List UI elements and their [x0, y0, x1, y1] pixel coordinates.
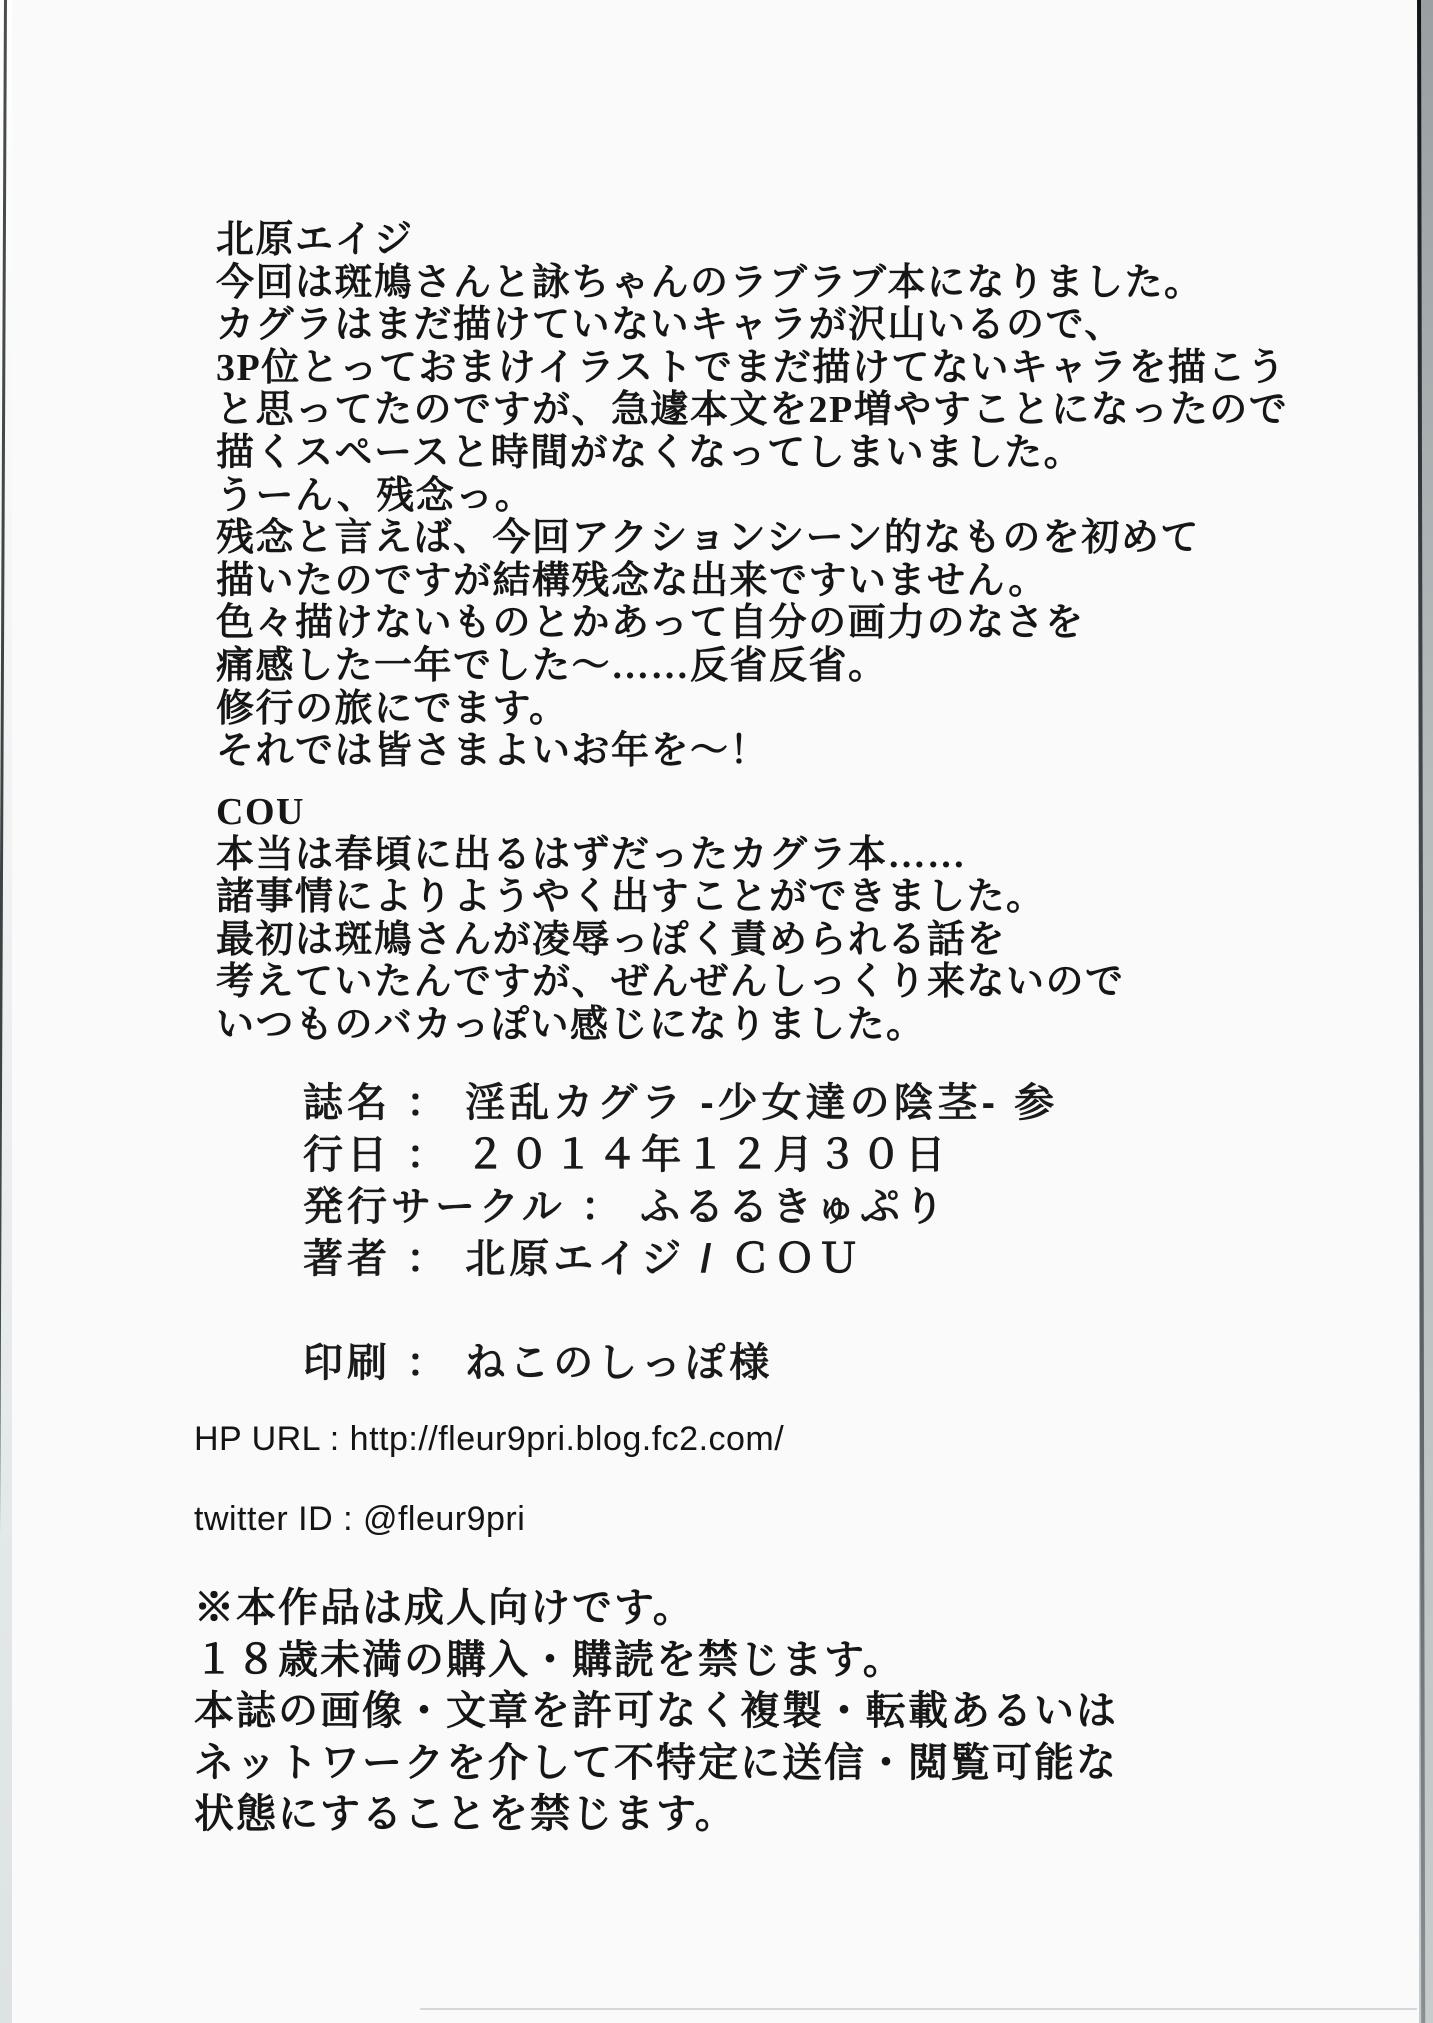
afterword-line: 描くスペースと時間がなくなってしまいました。 [216, 431, 1084, 474]
afterword-line: 考えていたんですが、ぜんぜんしっくり来ないので [216, 961, 1125, 1004]
afterword-line: 痛感した一年でした～……反省反省。 [216, 644, 888, 687]
disclaimer-line: 本誌の画像・文章を許可なく複製・転載あるいは [194, 1688, 1118, 1733]
afterword-line: うーん、残念っ。 [216, 474, 535, 517]
colophon-circle-line: 発行サークル ： ふるるきゅぷり [303, 1185, 949, 1229]
afterword-line: 本当は春頃に出るはずだったカグラ本…… [216, 833, 967, 876]
hp-url-line: HP URL : http://fleur9pri.blog.fc2.com/ [194, 1420, 785, 1458]
colophon-title-line: 誌名 ： 淫乱カグラ -少女達の陰茎- 参 [303, 1081, 1059, 1125]
afterword-line: 諸事情によりようやく出すことができました。 [216, 876, 1046, 919]
colophon-section [303, 1077, 1058, 1285]
twitter-id-line: twitter ID : @fleur9pri [194, 1500, 526, 1538]
afterword-line: 今回は斑鳩さんと詠ちゃんのラブラブ本になりました。 [216, 261, 1204, 304]
afterword-line: 修行の旅にでます。 [216, 687, 569, 730]
afterword-line: 残念と言えば、今回アクションシーン的なものを初めて [216, 517, 1200, 560]
afterword-line: カグラはまだ描けていないキャラが沢山いるので、 [216, 304, 1124, 347]
colophon-printer-section [303, 1337, 773, 1389]
afterword-cou-section [216, 791, 1125, 1047]
colophon-date-line: 行日 ： ２０１４年１２月３０日 [303, 1133, 950, 1177]
afterword-line: と思ってたのですが、急遽本文を2P増やすことになったので [216, 389, 1289, 432]
disclaimer-line: ネットワークを介して不特定に送信・閲覧可能な [194, 1739, 1118, 1785]
afterword-kitahara-section [216, 219, 1288, 773]
disclaimer-line: 状態にすることを禁じます。 [194, 1791, 737, 1836]
afterword-line: 描いたのですが結構残念な出来ですいません。 [216, 559, 1048, 602]
afterword-line: 3P位とっておまけイラストでまだ描けてないキャラを描こう [216, 346, 1287, 389]
afterword-line: それでは皆さまよいお年を～！ [216, 730, 770, 773]
scan-edge-bottom-line [420, 2008, 1417, 2010]
afterword-author-name: 北原エイジ [216, 219, 414, 261]
disclaimer-line: １８歳未満の購入・購読を禁じます。 [194, 1636, 905, 1682]
afterword-line: いつものバカっぽい感じになりました。 [216, 1003, 926, 1046]
disclaimer-line: ※本作品は成人向けです。 [194, 1585, 695, 1630]
afterword-line: 色々描けないものとかあって自分の画力のなさを [216, 602, 1085, 645]
afterword-line: 最初は斑鳩さんが凌辱っぽく責められる話を [216, 918, 1007, 961]
colophon-authors-line: 著者 ： 北原エイジ / ＣＯＵ [303, 1237, 863, 1281]
afterword-author-name: COU [216, 791, 305, 833]
colophon-printer-line: 印刷 ： ねこのしっぽ様 [303, 1341, 774, 1385]
disclaimer-section [194, 1582, 1118, 1840]
